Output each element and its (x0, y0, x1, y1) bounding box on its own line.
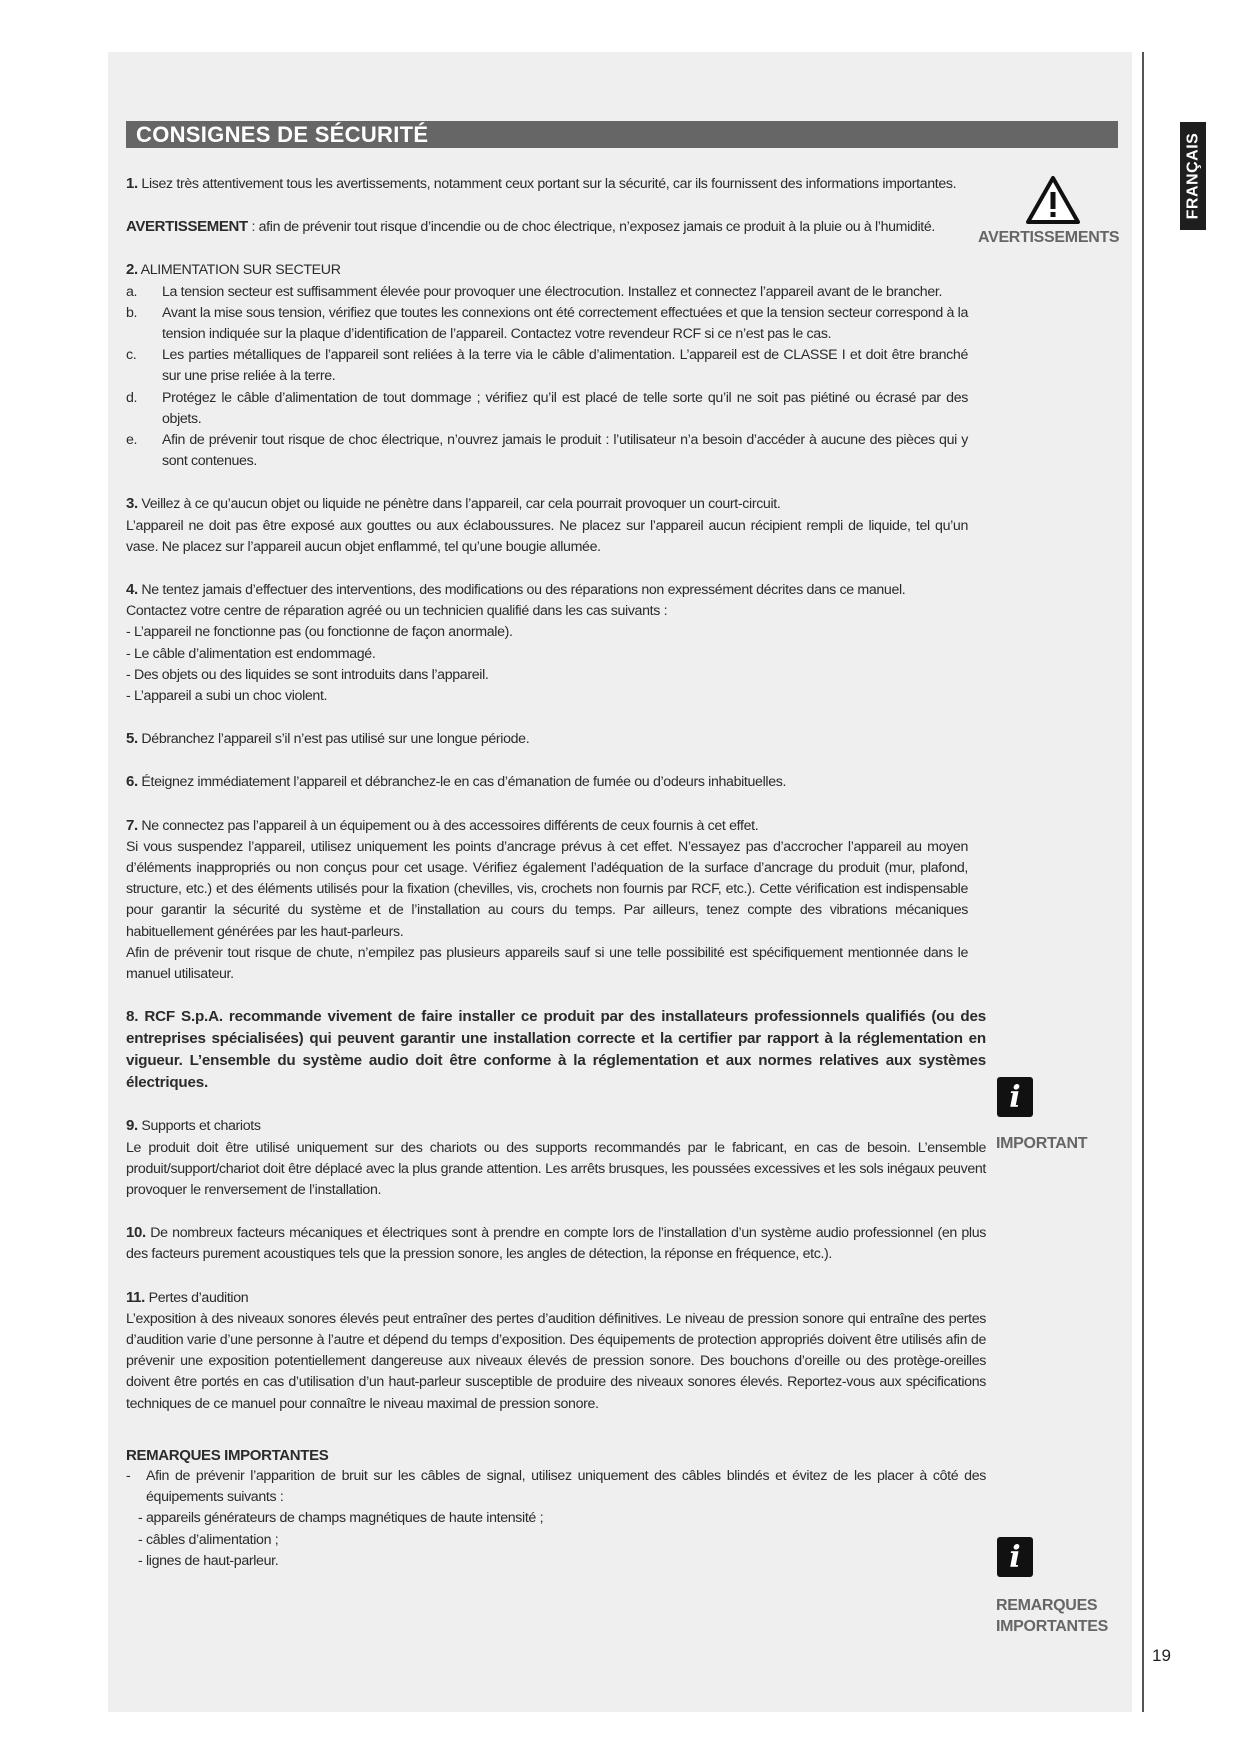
section-1 (126, 173, 968, 195)
list-item (126, 388, 968, 430)
warning-text: : afin de prévenir tout risque d’incendie ou de choc électrique, n’exposez jamais ce produit à la pluie ou à l’humidité. (247, 219, 936, 236)
list-item: - L’appareil a subi un choc violent. (126, 688, 328, 705)
section-2-heading (126, 259, 968, 281)
warning-label: AVERTISSEMENT (126, 218, 248, 236)
list-text: Afin de prévenir tout risque de choc électrique, n’ouvrez jamais le produit : l’utilisateur n’a besoin d’accéder à aucune des pièces qui y sont contenues. (162, 432, 968, 470)
warnings-label: AVERTISSEMENTS (978, 229, 1120, 246)
section-text: Lisez très attentivement tous les avertissements, notamment ceux portant sur la sécurité, car ils fournissent des informations importantes. (141, 176, 957, 192)
document-body (126, 173, 986, 1572)
section-11-heading (126, 1287, 968, 1309)
info-icon-glyph: i (1009, 1079, 1021, 1115)
section-number: 7. (126, 816, 138, 834)
section-text: Débranchez l’appareil s’il n’est pas utilisé sur une longue période. (141, 731, 530, 748)
section-number: 1. (126, 175, 138, 192)
section-number: 6. (126, 773, 138, 791)
section-6 (126, 771, 968, 793)
section-3 (126, 493, 968, 515)
list-item: - lignes de haut-parleur. (138, 1552, 279, 1569)
list-item (126, 303, 968, 345)
section-title: Pertes d’audition (148, 1289, 249, 1306)
list-letter: d. (126, 389, 138, 406)
info-icon (997, 1537, 1033, 1577)
section-text: De nombreux facteurs mécaniques et électriques sont à prendre en compte lors de l’installation d’un système audio professionnel (en plus des facteurs purement acoustiques tels que la pression sonore, les angles de détection, la réponse en fréquence, etc.). (126, 1225, 986, 1263)
section-number: 10. (126, 1224, 146, 1242)
list-item (126, 430, 968, 472)
section-text: Ne connectez pas l’appareil à un équipement ou à des accessoires différents de ceux fournis à cet effet. (141, 817, 759, 834)
section-number: 4. (126, 581, 138, 599)
remarks-text: Afin de prévenir l’apparition de bruit sur les câbles de signal, utilisez uniquement des câbles blindés et évitez de les placer à côté des équipements suivants : (146, 1467, 986, 1506)
language-tab-label: FRANÇAIS (1184, 132, 1202, 220)
list-letter: b. (126, 304, 138, 321)
section-10 (126, 1222, 986, 1265)
list-letter: e. (126, 432, 138, 449)
list-item: - appareils générateurs de champs magnétiques de haute intensité ; (138, 1510, 544, 1527)
info-icon-glyph: i (1009, 1539, 1021, 1575)
important-label: IMPORTANT (996, 1135, 1088, 1152)
list-dash: - (126, 1467, 131, 1484)
remarks-label-line-1: REMARQUES (996, 1597, 1098, 1614)
margin-rule (1142, 52, 1144, 1712)
section-7-text: Afin de prévenir tout risque de chute, n’empilez pas plusieurs appareils sauf si une telle possibilité est spécifiquement mentionnée dans le manuel utilisateur. (126, 944, 968, 983)
section-number: 3. (126, 495, 138, 513)
remarks-title: REMARQUES IMPORTANTES (126, 1446, 329, 1464)
list-text: Les parties métalliques de l’appareil sont reliées à la terre via le câble d’alimentation. L’appareil est de CLASSE I et doit être branché sur une prise reliée à la terre. (162, 347, 968, 385)
section-text: Éteignez immédiatement l’appareil et débranchez-le en cas d’émanation de fumée ou d’odeurs inhabituelles. (141, 774, 787, 791)
section-9-text: Le produit doit être utilisé uniquement sur des chariots ou des supports recommandés par le fabricant, en cas de besoin. L’ensemble produit/support/chariot doit être déplacé avec la plus grande attention. Les arrêts brusques, les poussées excessives et les sols inégaux peuvent provoquer le renversement de l’installation. (126, 1139, 986, 1198)
section-number: 2. (126, 261, 138, 279)
list-text: Avant la mise sous tension, vérifiez que toutes les connexions ont été correctement effectuées et que la tension secteur correspond à la tension indiquée sur la plaque d’identification de l’appareil. Contactez votre revendeur RCF si ce n’est pas le cas. (162, 304, 968, 343)
list-item: - Des objets ou des liquides se sont introduits dans l’appareil. (126, 666, 489, 683)
section-number: 5. (126, 730, 138, 748)
list-text: Protégez le câble d’alimentation de tout dommage ; vérifiez qu’il est placé de telle sorte qu’il ne soit pas piétiné ou écrasé par des objets. (162, 389, 968, 427)
list-item (126, 345, 968, 387)
remarks-label-line-2: IMPORTANTES (996, 1618, 1108, 1635)
section-4-intro: Contactez votre centre de réparation agréé ou un technicien qualifié dans les cas suivants : (126, 603, 668, 620)
mains-list (126, 282, 968, 473)
section-text: Ne tentez jamais d’effectuer des interventions, des modifications ou des réparations non expressément décrites dans ce manuel. (141, 582, 906, 599)
warning-paragraph (126, 216, 968, 238)
section-title: ALIMENTATION SUR SECTEUR (140, 262, 341, 279)
section-title-bar (126, 121, 1118, 148)
language-tab (1180, 122, 1206, 230)
section-number: 9. (126, 1117, 138, 1135)
section-title: CONSIGNES DE SÉCURITÉ (136, 122, 429, 147)
list-letter: a. (126, 283, 138, 300)
section-text: Veillez à ce qu’aucun objet ou liquide ne pénètre dans l’appareil, car cela pourrait provoquer un court-circuit. (141, 496, 781, 513)
section-9-heading (126, 1115, 968, 1137)
section-7 (126, 815, 968, 837)
remarks-label (996, 1595, 1108, 1637)
section-title: Supports et chariots (141, 1118, 261, 1135)
list-item: - Le câble d’alimentation est endommagé. (126, 645, 376, 662)
section-number: 11. (126, 1288, 145, 1306)
page-number: 19 (1152, 1646, 1171, 1665)
section-7-text: Si vous suspendez l’appareil, utilisez uniquement les points d’ancrage prévus à cet effet. N’essayez pas d’accrocher l’appareil au moyen d’éléments inappropriés ou non conçus pour cet usage. Vérifiez également l’adéquation de la surface d’ancrage du produit (mur, plafond, structure, etc.) et des éléments utilisés pour la fixation (chevilles, vis, crochets non fournis par RCF, etc.). Cette vérification est indispensable pour garantir la sécurité du système et de l’installation au cours du temps. Par ailleurs, tenez compte des vibrations mécaniques habituellement générées par les haut-parleurs. (126, 838, 968, 940)
list-item: - câbles d’alimentation ; (138, 1531, 279, 1548)
section-3-text: L’appareil ne doit pas être exposé aux gouttes ou aux éclaboussures. Ne placez sur l’appareil aucun récipient rempli de liquide, tel qu’un vase. Ne placez sur l’appareil aucun objet enflammé, tel qu’une bougie allumée. (126, 517, 968, 555)
section-11-text: L’exposition à des niveaux sonores élevés peut entraîner des pertes d’audition définitives. Le niveau de pression sonore qui entraîne des pertes d’audition varie d’une personne à l’autre et dépend du temps d’exposition. Des équipements de protection appropriés doivent être utilisés afin de prévenir une exposition potentiellement dangereuse aux niveaux élevés de pression sonore. Des bouchons d’oreille ou des protège-oreilles doivent être portés en cas d’utilisation d’un haut-parleur susceptible de produire des niveaux sonores élevés. Reportez-vous aux spécifications techniques de ce manuel pour connaître le niveau maximal de pression sonore. (126, 1310, 986, 1412)
warning-triangle-icon (1025, 175, 1081, 225)
list-item: - L’appareil ne fonctionne pas (ou fonctionne de façon anormale). (126, 624, 513, 641)
info-icon (997, 1077, 1033, 1117)
section-5 (126, 728, 968, 750)
section-4 (126, 579, 968, 601)
list-letter: c. (126, 347, 137, 364)
list-item (126, 282, 968, 303)
list-text: La tension secteur est suffisamment élevée pour provoquer une électrocution. Installez et connectez l’appareil avant de le brancher. (162, 283, 943, 300)
section-8: 8. RCF S.p.A. recommande vivement de faire installer ce produit par des installateurs professionnels qualifiés (ou des entreprises spécialisées) qui peuvent garantir une installation correcte et la certifier par rapport à la réglementation en vigueur. L’ensemble du système audio doit être conforme à la réglementation et aux normes relatives aux systèmes électriques. (126, 1008, 986, 1092)
remarks-intro (126, 1466, 986, 1508)
